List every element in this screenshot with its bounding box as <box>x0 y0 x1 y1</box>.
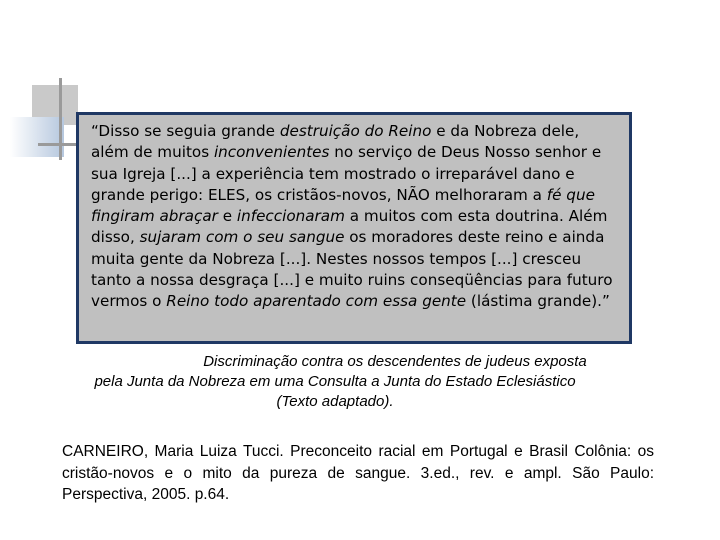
quote-text: (lástima grande).” <box>466 292 610 311</box>
quote-box <box>76 112 632 344</box>
caption-line-1: Discriminação contra os descendentes de judeus exposta <box>203 353 587 370</box>
quote-emphasis: fé que fingiram abraçar <box>91 185 595 226</box>
quote-emphasis: sujaram com o seu sangue <box>139 228 345 247</box>
quote-text: no serviço de Deus Nosso senhor e sua Igreja [...] a experiência tem mostrado o irreparável dano e grande perigo: ELES, os cristãos-novos, NÃO melhoraram a <box>91 143 602 204</box>
quote-emphasis: Reino todo aparentado com essa gente <box>166 292 467 311</box>
quote-text: os moradores deste reino e ainda muita gente da Nobreza [...]. Nestes nossos tempos [...] cresceu tanto a nossa desgraça [...] e muito ruins conseqüências para futuro vermos o <box>91 228 613 311</box>
quote-text: “Disso se seguia grande <box>91 122 280 140</box>
quote-emphasis: infeccionaram <box>236 207 345 226</box>
quote-emphasis: inconvenientes <box>213 143 330 162</box>
quote-text: e <box>217 207 237 226</box>
quote-text: e da Nobreza dele, além de muitos <box>91 122 580 162</box>
bibliographic-reference: CARNEIRO, Maria Luiza Tucci. Preconceito racial em Portugal e Brasil Colônia: os cristão-novos e o mito da pureza de sangue. 3.ed., rev. e ampl. São Paulo: Perspectiva, 2005. p.64. <box>62 443 654 503</box>
quote-emphasis: destruição do Reino <box>279 122 432 140</box>
source-caption <box>20 352 650 412</box>
ornament-vertical-line <box>59 78 62 160</box>
caption-line-3: (Texto adaptado). <box>276 393 394 410</box>
caption-line-2: pela Junta da Nobreza em uma Consulta a Junta do Estado Eclesiástico <box>94 373 576 390</box>
quote-text: a muitos com esta doutrina. Além disso, <box>91 207 608 247</box>
ornament-blue-square <box>10 117 64 157</box>
